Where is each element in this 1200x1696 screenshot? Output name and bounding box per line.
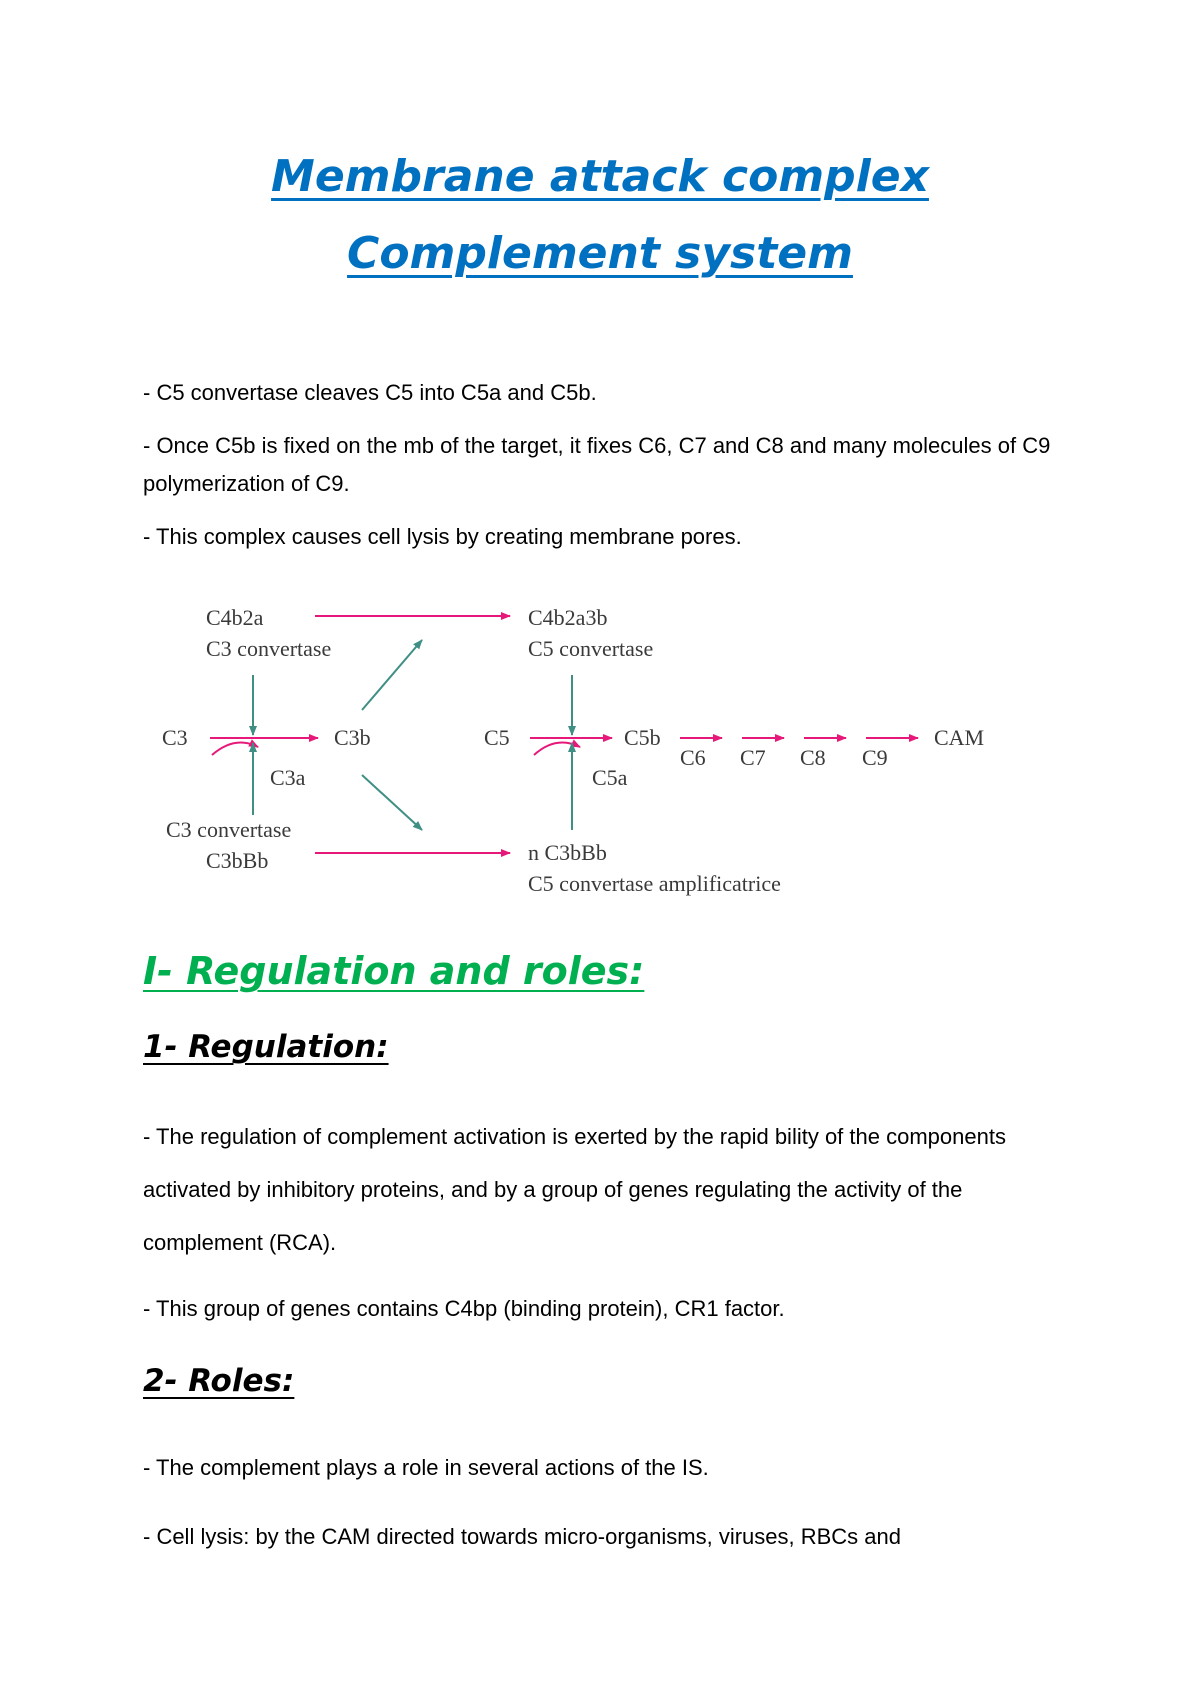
curve-c3-cleavage	[212, 743, 258, 756]
label-c7: C7	[740, 745, 766, 770]
label-c5a: C5a	[592, 765, 628, 790]
label-c5-convertase-amplificatrice: C5 convertase amplificatrice	[528, 871, 781, 896]
arrow-c3b-to-n-c3bbb	[362, 775, 422, 830]
regulation-paragraph-2: - This group of genes contains C4bp (binding protein), CR1 factor.	[143, 1296, 785, 1321]
roles-paragraph-1: - The complement plays a role in several actions of the IS.	[143, 1455, 709, 1480]
label-c4b2a: C4b2a	[206, 605, 264, 630]
label-c3bbb: C3bBb	[206, 848, 269, 873]
label-c3b: C3b	[334, 725, 371, 750]
label-c8: C8	[800, 745, 826, 770]
curve-c5-cleavage	[534, 743, 580, 756]
label-c5: C5	[484, 725, 510, 750]
label-c9: C9	[862, 745, 888, 770]
label-c3: C3	[162, 725, 188, 750]
regulation-paragraph-1: - The regulation of complement activation is exerted by the rapid bility of the components activated by inhibitory proteins, and by a group of genes regulating the activity of the complement (RCA).	[143, 1124, 1006, 1255]
title-line-1: Membrane attack complex	[271, 151, 929, 202]
subheading-regulation: 1- Regulation:	[143, 1029, 389, 1065]
label-c3-convertase-bottom: C3 convertase	[166, 817, 292, 842]
title-line-2: Complement system	[347, 228, 853, 279]
label-cam: CAM	[934, 725, 985, 750]
label-c4b2a3b: C4b2a3b	[528, 605, 608, 630]
complement-pathway-diagram	[150, 595, 1020, 905]
intro-paragraph-3: - This complex causes cell lysis by creating membrane pores.	[143, 524, 742, 549]
intro-paragraph-1: - C5 convertase cleaves C5 into C5a and C5b.	[143, 380, 597, 405]
roles-paragraph-2: - Cell lysis: by the CAM directed towards micro-organisms, viruses, RBCs and	[143, 1524, 902, 1549]
label-n-c3bbb: n C3bBb	[528, 840, 607, 865]
label-c3a: C3a	[270, 765, 306, 790]
label-c5b: C5b	[624, 725, 661, 750]
intro-paragraph-2: - Once C5b is fixed on the mb of the target, it fixes C6, C7 and C8 and many molecules of C9 polymerization of C9.	[143, 433, 1051, 496]
arrow-c3b-to-c4b2a3b	[362, 640, 422, 710]
label-c6: C6	[680, 745, 706, 770]
subheading-roles: 2- Roles:	[143, 1363, 295, 1399]
label-c5-convertase: C5 convertase	[528, 636, 654, 661]
section-heading-regulation-and-roles: I- Regulation and roles:	[143, 949, 645, 993]
label-c3-convertase-top: C3 convertase	[206, 636, 332, 661]
